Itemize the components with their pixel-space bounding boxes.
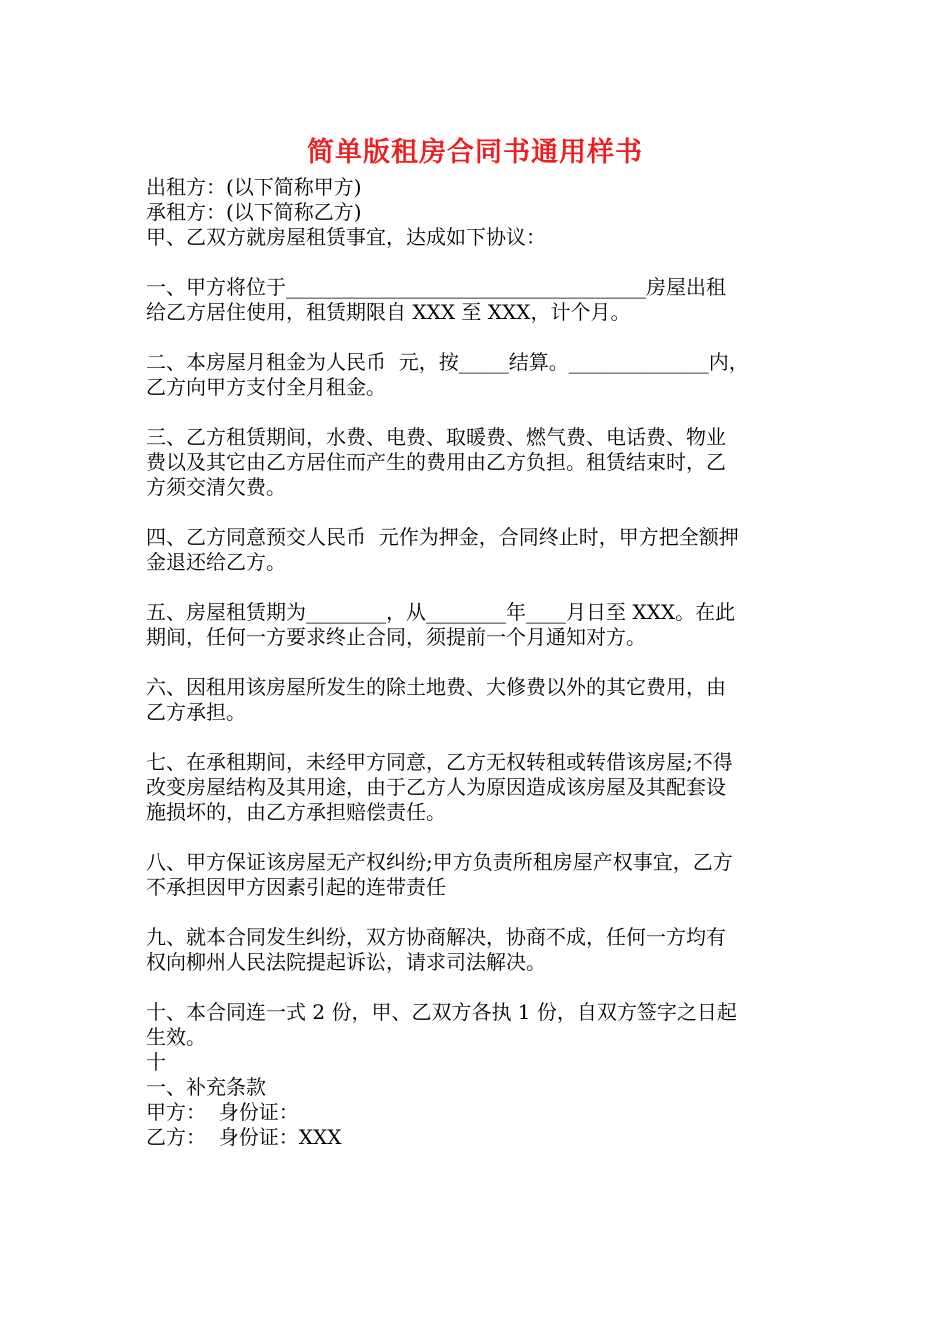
clause-line: 九、就本合同发生纠纷，双方协商解决，协商不成，任何一方均有	[146, 925, 726, 949]
clause-line: 二、本房屋月租金为人民币 元，按_____结算。______________内，	[146, 350, 749, 374]
clause-line: 八、甲方保证该房屋无产权纠纷;甲方负责所租房屋产权事宜，乙方	[146, 850, 733, 874]
clause-line: 期间，任何一方要求终止合同，须提前一个月通知对方。	[146, 625, 646, 649]
clause-line: 乙方向甲方支付全月租金。	[146, 375, 386, 399]
clause-line: 三、乙方租赁期间，水费、电费、取暖费、燃气费、电话费、物业	[146, 425, 726, 449]
clause-line: 五、房屋租赁期为________，从________年____月日至 XXX。在此	[146, 600, 736, 624]
document-body	[146, 175, 816, 1150]
clause-11-number: 十	[146, 1050, 166, 1074]
clause-line: 方须交清欠费。	[146, 475, 286, 499]
clause-8	[146, 850, 816, 900]
clause-7	[146, 750, 816, 825]
clause-line: 施损坏的，由乙方承担赔偿责任。	[146, 800, 446, 824]
clause-line: 六、因租用该房屋所发生的除土地费、大修费以外的其它费用，由	[146, 675, 726, 699]
spacer	[146, 250, 816, 275]
clause-line: 费以及其它由乙方居住而产生的费用由乙方负担。租赁结束时，乙	[146, 450, 726, 474]
supplementary-terms: 一、补充条款	[146, 1075, 266, 1099]
party-a-signature-line: 甲方： 身份证：	[146, 1100, 299, 1124]
lessor-line: 出租方：(以下简称甲方)	[146, 175, 362, 199]
clause-4	[146, 525, 816, 575]
clause-2	[146, 350, 816, 400]
clause-line: 四、乙方同意预交人民币 元作为押金，合同终止时，甲方把全额押	[146, 525, 739, 549]
clause-5	[146, 600, 816, 650]
clause-9	[146, 925, 816, 975]
clause-line: 七、在承租期间，未经甲方同意，乙方无权转租或转借该房屋;不得	[146, 750, 733, 774]
clause-1	[146, 275, 816, 325]
lessee-line: 承租方：(以下简称乙方)	[146, 200, 362, 224]
clause-line: 权向柳州人民法院提起诉讼，请求司法解决。	[146, 950, 546, 974]
clause-10-line: 十、本合同连一式 2 份，甲、乙双方各执 1 份，自双方签字之日起	[146, 1000, 737, 1024]
clause-10-line: 生效。	[146, 1025, 206, 1049]
clause-line: 不承担因甲方因素引起的连带责任	[146, 875, 446, 899]
clause-line: 改变房屋结构及其用途，由于乙方人为原因造成该房屋及其配套设	[146, 775, 726, 799]
agreement-intro-line: 甲、乙双方就房屋租赁事宜，达成如下协议：	[146, 225, 546, 249]
document-title: 简单版租房合同书通用样书	[307, 137, 643, 168]
clause-line: 乙方承担。	[146, 700, 246, 724]
clause-3	[146, 425, 816, 500]
clause-6	[146, 675, 816, 725]
clause-line: 金退还给乙方。	[146, 550, 286, 574]
final-block	[146, 1000, 816, 1150]
header-block	[146, 175, 816, 250]
clause-line: 一、甲方将位于____________________________________房屋出租	[146, 275, 726, 299]
party-b-signature-line: 乙方： 身份证：XXX	[146, 1125, 342, 1149]
clause-line: 给乙方居住使用，租赁期限自 XXX 至 XXX，计个月。	[146, 300, 631, 324]
